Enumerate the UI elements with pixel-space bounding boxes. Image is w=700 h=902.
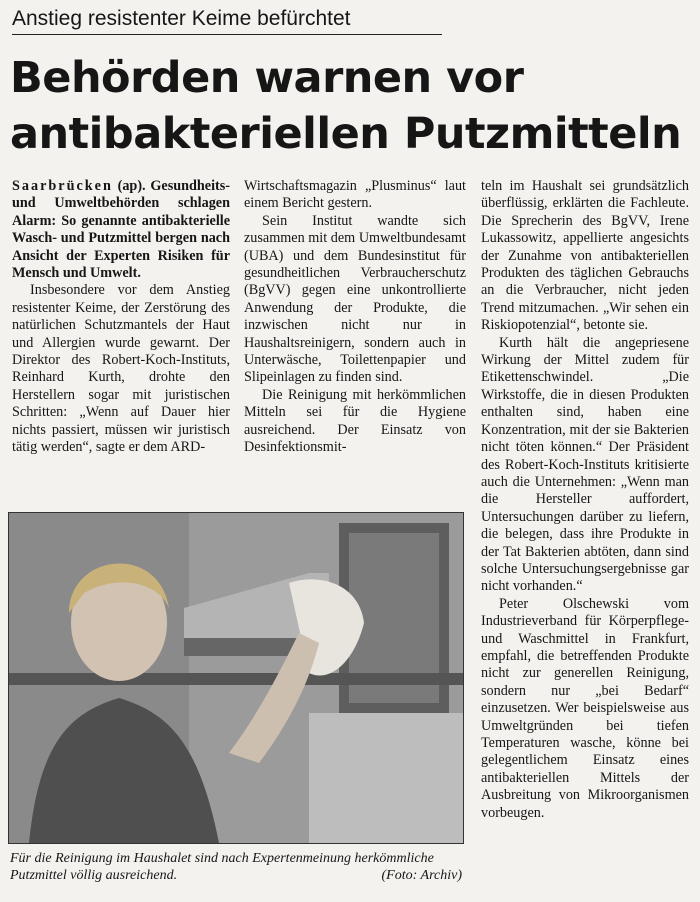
photo-credit: (Foto: Archiv) <box>381 868 462 883</box>
photo-caption <box>10 850 462 884</box>
column-1 <box>12 178 230 457</box>
body-paragraph: Sein Institut wandte sich zusammen mit dem Umweltbundesamt (UBA) und dem Bundesinstitut für gesundheitlichen Verbraucherschutz (BgVV) gegen eine unkontrollierte Anwendung der Produkte, die inzwischen nicht nur in Haushaltsreinigern, sondern auch in Unterwäsche, Toilettenpapier und Slipeinlagen zu finden sind. <box>244 212 466 386</box>
body-paragraph: Insbesondere vor dem Anstieg resistenter Keime, der Zerstörung des natürlichen Schutzmantels der Haut und Allergien wurde gewarnt. Der Direktor des Robert-Koch-Instituts, Reinhard Kurth, drohte den Herstellern sogar mit juristischen Schritten: „Wenn auf Dauer hier nichts passiert, müssen wir juristisch tätig werden“, sagte er dem ARD- <box>12 282 230 456</box>
news-photo <box>8 512 464 844</box>
column-3 <box>481 178 689 822</box>
lead-paragraph <box>12 178 230 282</box>
body-paragraph: Kurth hält die angepriesene Wirkung der Mittel zudem für Etikettenschwindel. „Die Wirkstoffe, die in diesen Produkten enthalten sind, haben eine Konzentration, mit der sie Bakterien nicht töten können.“ Der Präsident des Robert-Koch-Instituts kritisierte auch die Unternehmen: „Wenn man die Hersteller auffordert, Untersuchungen darüber zu liefern, die belegen, dass ihre Produkte in der Tat Bakterien abtöten, dann sind solche Untersuchungsergebnisse gar nicht vorhanden.“ <box>481 334 689 595</box>
headline <box>10 50 695 162</box>
body-paragraph: Die Reinigung mit herkömmlichen Mitteln sei für die Hygiene ausreichend. Der Einsatz von Desinfektionsmit- <box>244 386 466 456</box>
dateline: Saarbrücken <box>12 178 113 194</box>
kicker: Anstieg resistenter Keime befürchtet <box>12 6 442 35</box>
body-paragraph: Peter Olschewski vom Industrieverband für Körperpflege- und Waschmittel in Frankfurt, empfahl, die betreffenden Produkte nicht zur generellen Reinigung, sondern nur „bei Bedarf“ einzusetzen. Wer beispielsweise aus Umweltgründen bei tiefen Temperaturen wasche, könne bei gelegentlichem Einsatz eines antibakteriellen Mittels der Ausbreitung von Mikroorganismen vorbeugen. <box>481 595 689 821</box>
body-paragraph: Wirtschaftsmagazin „Plusminus“ laut einem Bericht gestern. <box>244 178 466 212</box>
caption-text: Für die Reinigung im Haushalet sind nach Expertenmeinung herkömmliche Putzmittel völlig ausreichend. <box>10 851 434 883</box>
headline-line-2: antibakteriellen Putzmitteln <box>10 109 682 159</box>
lead-text: (ap). Gesundheits- und Umweltbehörden schlagen Alarm: So genannte antibakterielle Wasch- und Putzmittel bergen nach Ansicht der Experten Risiken für Mensch und Umwelt. <box>12 178 230 282</box>
headline-line-1: Behörden warnen vor <box>10 53 524 103</box>
column-2 <box>244 178 466 457</box>
body-paragraph: teln im Haushalt sei grundsätzlich überflüssig, erklärten die Fachleute. Die Sprecherin des BgVV, Irene Lukassowitz, appellierte angesichts der Zunahme von antibakteriellen Produkten des täglichen Gebrauchs an die Verbraucher, nicht jeden Trend mitzumachen. „Wir sehen ein Riskiopotenzial“, betonte sie. <box>481 178 689 334</box>
